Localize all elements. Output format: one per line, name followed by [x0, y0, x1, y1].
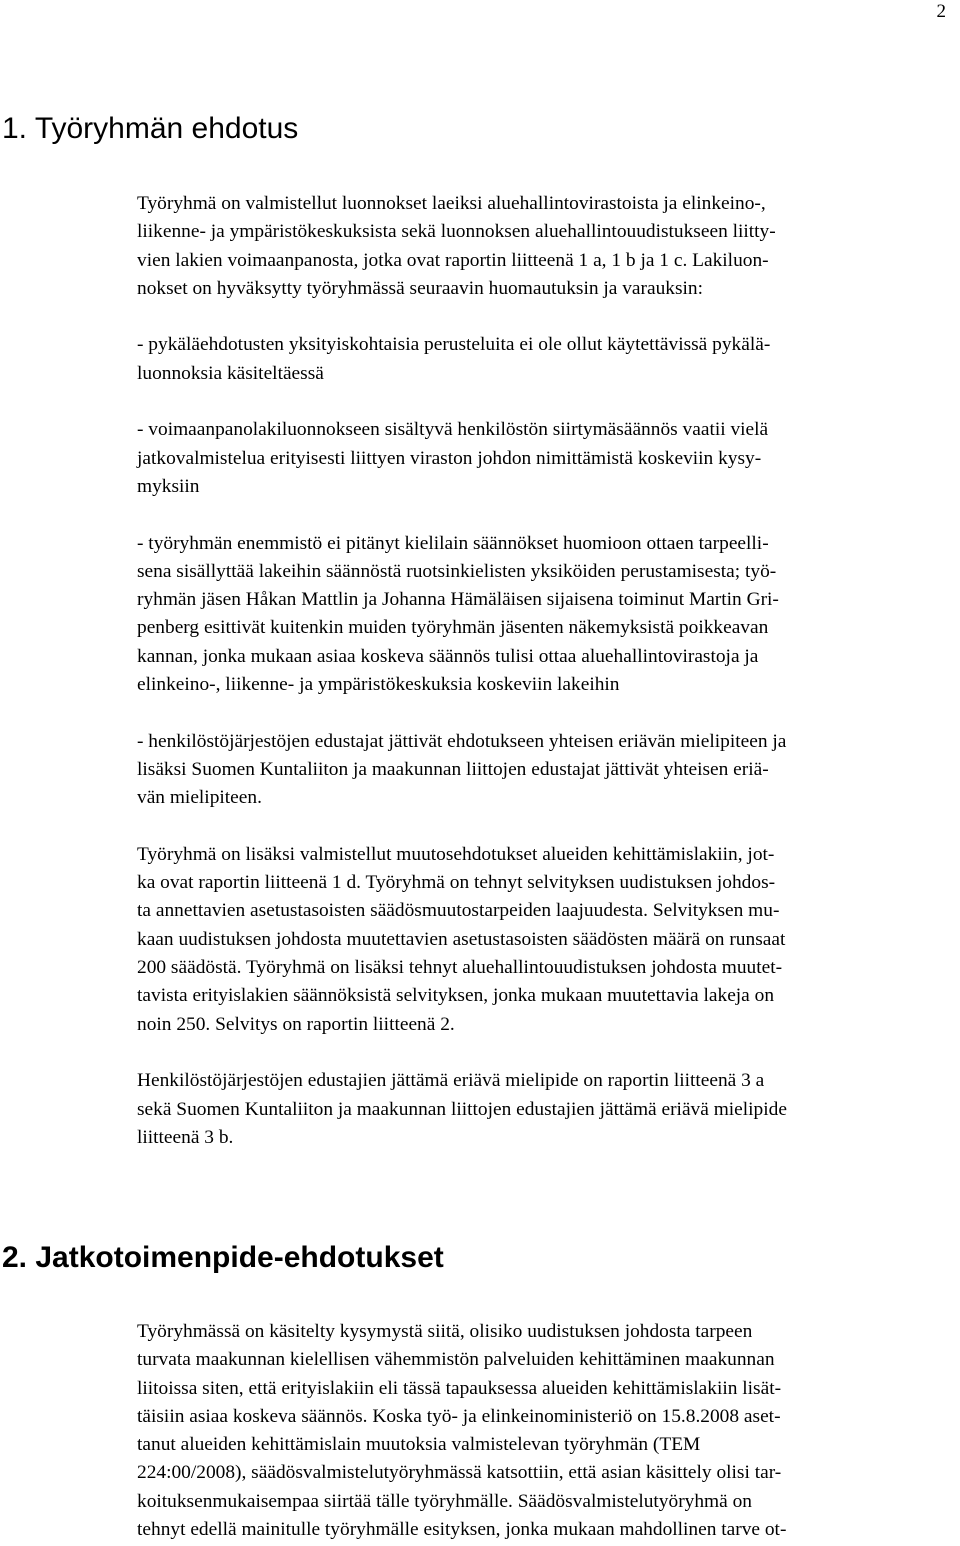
- text-line: - voimaanpanolakiluonnokseen sisältyvä henkilöstön siirtymäsäännös vaatii vielä: [137, 419, 769, 441]
- paragraph-gap: [137, 303, 787, 331]
- text-line: vän mielipiteen.: [137, 787, 262, 809]
- text-line: liitteenä 3 b.: [137, 1126, 234, 1148]
- section-2-body: [137, 1318, 786, 1544]
- text-line: turvata maakunnan kielellisen vähemmistön palveluiden kehittäminen maakunnan: [137, 1349, 775, 1371]
- text-line: - työryhmän enemmistö ei pitänyt kielilain säännökset huomioon ottaen tarpeelli-: [137, 532, 769, 554]
- text-line: 200 säädöstä. Työryhmä on lisäksi tehnyt aluehallintouudistuksen johdosta muutet-: [137, 957, 783, 979]
- text-line: luonnoksia käsiteltäessä: [137, 362, 324, 384]
- text-line: tanut alueiden kehittämislain muutoksia valmistelevan työryhmän (TEM: [137, 1434, 701, 1456]
- text-line: tehnyt edellä mainitulle työryhmälle esityksen, jonka mukaan mahdollinen tarve ot-: [137, 1519, 787, 1541]
- text-line: nokset on hyväksytty työryhmässä seuraavin huomautuksin ja varauksin:: [137, 277, 704, 299]
- text-line: noin 250. Selvitys on raportin liitteenä 2.: [137, 1013, 455, 1035]
- section-1-heading: 1. Työryhmän ehdotus: [2, 112, 299, 145]
- paragraph-gap: [137, 699, 787, 727]
- text-line: - henkilöstöjärjestöjen edustajat jättivät ehdotukseen yhteisen eriävän mielipiteen ja: [137, 730, 787, 752]
- text-line: ta annettavien asetustasoisten säädösmuutostarpeiden laajuudesta. Selvityksen mu-: [137, 900, 780, 922]
- text-line: Työryhmässä on käsitelty kysymystä siitä, olisiko uudistuksen johdosta tarpeen: [137, 1321, 753, 1342]
- text-line: kannan, jonka mukaan asiaa koskeva säännös tulisi ottaa aluehallintovirastoja ja: [137, 645, 759, 667]
- text-line: ka ovat raportin liitteenä 1 d. Työryhmä on tehnyt selvityksen uudistuksen johdos-: [137, 872, 776, 894]
- text-line: jatkovalmistelua erityisesti liittyen viraston johdon nimittämistä koskeviin kysy-: [137, 447, 762, 469]
- text-line: vien lakien voimaanpanosta, jotka ovat raportin liitteenä 1 a, 1 b ja 1 c. Lakiluon-: [137, 249, 769, 271]
- text-line: tavista erityislakien säännöksistä selvityksen, jonka mukaan muutettavia lakeja on: [137, 985, 775, 1007]
- text-line: - pykäläehdotusten yksityiskohtaisia perusteluita ei ole ollut käytettävissä pykälä-: [137, 334, 771, 356]
- text-line: 224:00/2008), säädösvalmistelutyöryhmässä katsottiin, että asian käsittely olisi tar-: [137, 1462, 782, 1484]
- text-line: koituksenmukaisempaa siirtää tälle työryhmälle. Säädösvalmistelutyöryhmä on: [137, 1490, 752, 1512]
- text-line: lisäksi Suomen Kuntaliiton ja maakunnan liittojen edustajat jättivät yhteisen eriä-: [137, 758, 769, 780]
- section-2-heading: 2. Jatkotoimenpide-ehdotukset: [2, 1241, 444, 1274]
- page-number: 2: [936, 1, 946, 22]
- text-line: penberg esittivät kuitenkin muiden työryhmän jäsenten näkemyksistä poikkeavan: [137, 617, 769, 639]
- text-line: Henkilöstöjärjestöjen edustajien jättämä eriävä mielipide on raportin liitteenä 3 a: [137, 1070, 765, 1092]
- text-line: sekä Suomen Kuntaliiton ja maakunnan liittojen edustajien jättämä eriävä mielipide: [137, 1098, 787, 1120]
- text-line: Työryhmä on lisäksi valmistellut muutosehdotukset alueiden kehittämislakiin, jot-: [137, 843, 775, 865]
- text-line: liikenne- ja ympäristökeskuksista sekä luonnoksen aluehallintouudistukseen liitty-: [137, 221, 776, 243]
- text-line: Työryhmä on valmistellut luonnokset laeiksi aluehallintovirastoista ja elinkeino-,: [137, 193, 766, 214]
- paragraph-gap: [137, 1039, 787, 1067]
- text-line: elinkeino-, liikenne- ja ympäristökeskuksia koskeviin lakeihin: [137, 674, 620, 696]
- text-line: täisiin asiaa koskeva säännös. Koska työ- ja elinkeinoministeriö on 15.8.2008 aset-: [137, 1405, 781, 1427]
- paragraph-gap: [137, 501, 787, 529]
- text-line: myksiin: [137, 475, 200, 497]
- section-1-body: [137, 190, 787, 1152]
- text-line: liitoissa siten, että erityislakiin eli tässä tapauksessa alueiden kehittämislakiin lisät-: [137, 1377, 782, 1399]
- text-line: kaan uudistuksen johdosta muutettavien asetustasoisten säädösten määrä on runsaat: [137, 928, 786, 950]
- text-line: ryhmän jäsen Håkan Mattlin ja Johanna Hämäläisen sijaisena toiminut Martin Gri-: [137, 589, 779, 611]
- paragraph-gap: [137, 813, 787, 841]
- paragraph-gap: [137, 388, 787, 416]
- text-line: sena sisällyttää lakeihin säännöstä ruotsinkielisten yksiköiden perustamisesta; työ-: [137, 560, 777, 582]
